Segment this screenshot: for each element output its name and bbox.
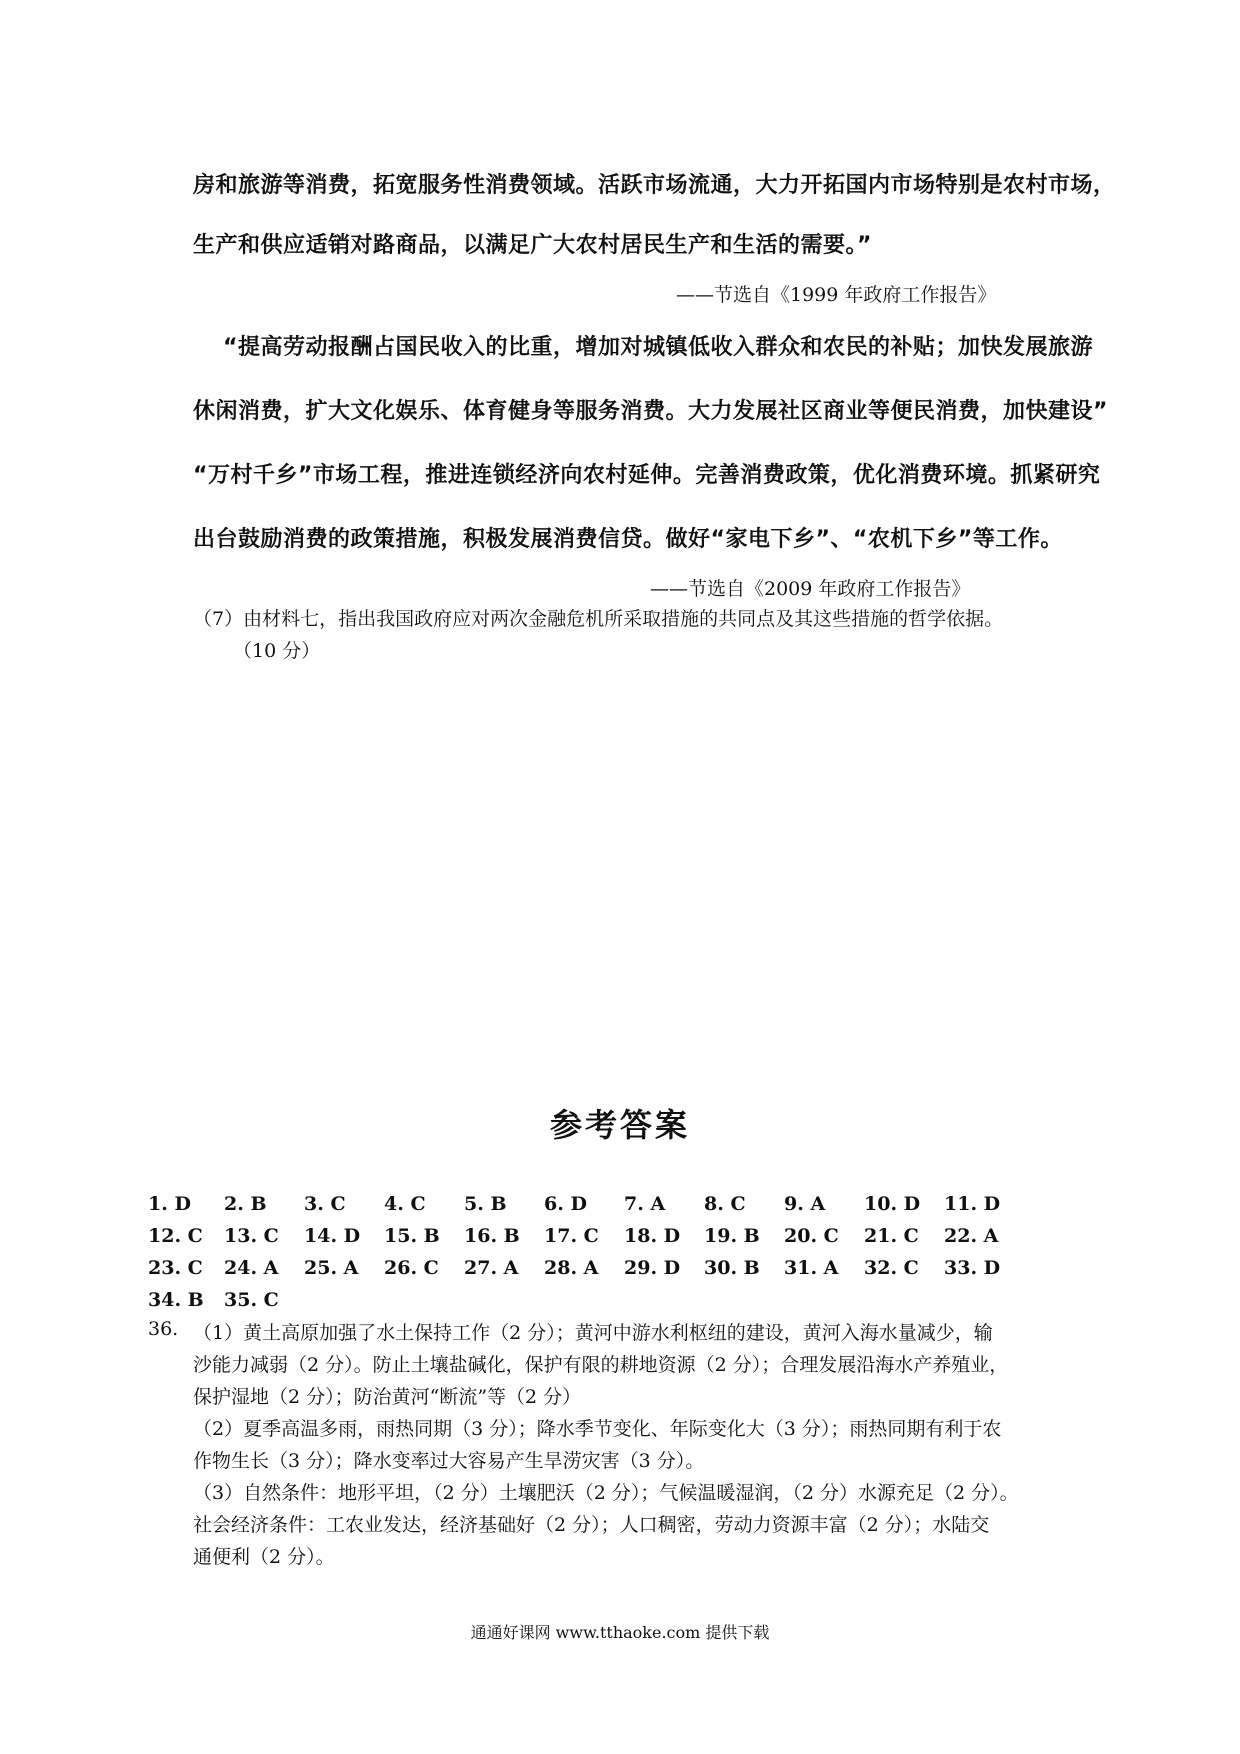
source-citation: ——节选自《2009 年政府工作报告》 bbox=[650, 578, 971, 600]
answer-36-line: （1）黄土高原加强了水土保持工作（2 分）；黄河中游水利枢纽的建设，黄河入海水量减少，输 bbox=[193, 1322, 993, 1344]
answer-item: 31. A bbox=[784, 1257, 839, 1279]
answer-item: 7. A bbox=[624, 1193, 666, 1215]
answer-item: 23. C bbox=[148, 1257, 203, 1279]
answer-item: 11. D bbox=[944, 1193, 1001, 1215]
answer-item: 17. C bbox=[544, 1225, 599, 1247]
footer-text: 通通好课网 www.tthaoke.com 提供下载 bbox=[470, 1623, 770, 1642]
answer-item: 27. A bbox=[464, 1257, 519, 1279]
answer-item: 14. D bbox=[304, 1225, 361, 1247]
answer-item: 6. D bbox=[544, 1193, 587, 1215]
answer-item: 32. C bbox=[864, 1257, 919, 1279]
answer-item: 25. A bbox=[304, 1257, 359, 1279]
answer-item: 19. B bbox=[704, 1225, 760, 1247]
answer-item: 20. C bbox=[784, 1225, 839, 1247]
question-text: （7）由材料七，指出我国政府应对两次金融危机所采取措施的共同点及其这些措施的哲学依据。 bbox=[193, 608, 1004, 630]
material-line: 出台鼓励消费的政策措施，积极发展消费信贷。做好“家电下乡”、“农机下乡”等工作。 bbox=[193, 527, 1063, 552]
answer-item: 9. A bbox=[784, 1193, 826, 1215]
answer-36-line: 社会经济条件：工农业发达，经济基础好（2 分）；人口稠密，劳动力资源丰富（2 分）；水陆交 bbox=[193, 1514, 990, 1536]
answer-36-line: 保护湿地（2 分）；防治黄河“断流”等（2 分） bbox=[193, 1386, 582, 1408]
answer-row bbox=[148, 1220, 1098, 1252]
answer-item: 4. C bbox=[384, 1193, 426, 1215]
answer-row bbox=[148, 1284, 1098, 1316]
answer-row bbox=[148, 1188, 1098, 1220]
answer-item: 28. A bbox=[544, 1257, 599, 1279]
material-line: 房和旅游等消费，拓宽服务性消费领域。活跃市场流通，大力开拓国内市场特别是农村市场， bbox=[193, 173, 1116, 198]
answer-item: 33. D bbox=[944, 1257, 1001, 1279]
answer-36-line: （3）自然条件：地形平坦，（2 分）土壤肥沃（2 分）；气候温暖湿润，（2 分）水源充足（2 分）。 bbox=[193, 1482, 1019, 1504]
answer-36-line: 沙能力减弱（2 分）。防止土壤盐碱化，保护有限的耕地资源（2 分）；合理发展沿海水产养殖业， bbox=[193, 1354, 1009, 1376]
material-line: “提高劳动报酬占国民收入的比重，增加对城镇低收入群众和农民的补贴；加快发展旅游 bbox=[223, 335, 1093, 360]
answer-36-line: 通便利（2 分）。 bbox=[193, 1546, 335, 1568]
answer-item: 3. C bbox=[304, 1193, 346, 1215]
answer-item: 10. D bbox=[864, 1193, 921, 1215]
answer-item: 30. B bbox=[704, 1257, 760, 1279]
answer-item: 16. B bbox=[464, 1225, 520, 1247]
answer-grid bbox=[148, 1188, 1098, 1316]
answer-item: 12. C bbox=[148, 1225, 203, 1247]
answer-item: 21. C bbox=[864, 1225, 919, 1247]
answer-item: 35. C bbox=[224, 1289, 279, 1311]
answer-item: 18. D bbox=[624, 1225, 681, 1247]
answer-item: 15. B bbox=[384, 1225, 440, 1247]
answer-36-line: （2）夏季高温多雨，雨热同期（3 分）；降水季节变化、年际变化大（3 分）；雨热同期有利于农 bbox=[193, 1418, 1002, 1440]
answer-item: 1. D bbox=[148, 1193, 191, 1215]
answer-item: 2. B bbox=[224, 1193, 267, 1215]
answer-item: 22. A bbox=[944, 1225, 999, 1247]
answer-item: 26. C bbox=[384, 1257, 439, 1279]
answer-item: 34. B bbox=[148, 1289, 204, 1311]
material-line: 生产和供应适销对路商品，以满足广大农村居民生产和生活的需要。” bbox=[193, 233, 872, 258]
answer-row bbox=[148, 1252, 1098, 1284]
answers-title: 参考答案 bbox=[549, 1106, 690, 1144]
answer-item: 29. D bbox=[624, 1257, 681, 1279]
question-score: （10 分） bbox=[233, 640, 321, 662]
source-citation: ——节选自《1999 年政府工作报告》 bbox=[676, 284, 997, 306]
answer-item: 24. A bbox=[224, 1257, 279, 1279]
answer-item: 8. C bbox=[704, 1193, 746, 1215]
answer-item: 13. C bbox=[224, 1225, 279, 1247]
answer-36-line: 作物生长（3 分）；降水变率过大容易产生旱涝灾害（3 分）。 bbox=[193, 1450, 705, 1472]
material-line: 休闲消费，扩大文化娱乐、体育健身等服务消费。大力发展社区商业等便民消费，加快建设” bbox=[193, 399, 1108, 424]
answer-item: 5. B bbox=[464, 1193, 507, 1215]
material-line: “万村千乡”市场工程，推进连锁经济向农村延伸。完善消费政策，优化消费环境。抓紧研究 bbox=[193, 463, 1101, 488]
question-36-label: 36. bbox=[148, 1318, 179, 1340]
